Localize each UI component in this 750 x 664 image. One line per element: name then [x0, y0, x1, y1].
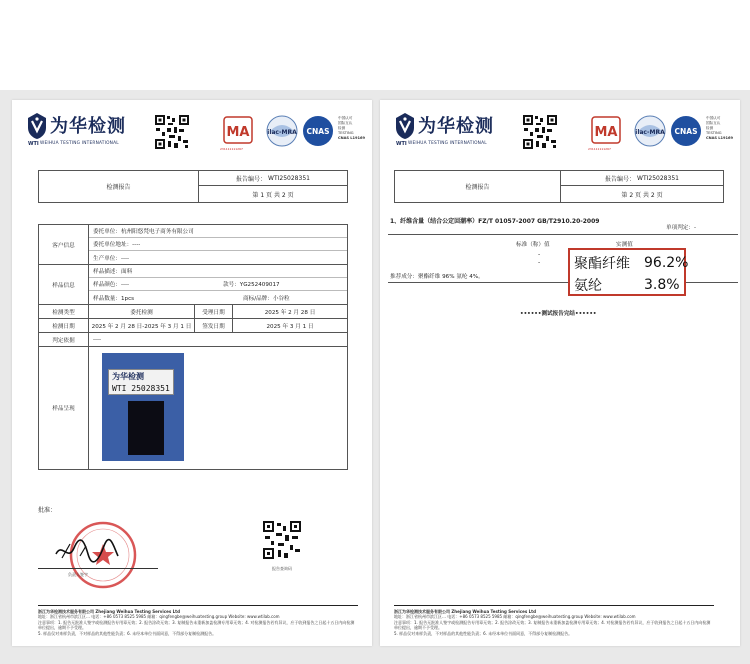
cnas-line: 国际互认	[338, 121, 353, 125]
test-type-value: 委托检测	[89, 305, 195, 318]
issue-date-label: 签发日期	[195, 319, 233, 332]
footer-company: 浙江为华检测技术服务有限公司 Zhejiang Weihua Testing Services Ltd	[38, 608, 180, 614]
cnas-line: CNAS L19169	[706, 136, 734, 140]
sample-brand: 商标/品牌：小谷粒	[243, 295, 290, 302]
basis-value: ----	[93, 336, 102, 343]
report-number	[199, 171, 347, 186]
standard-value-header: 标准（称）值	[516, 242, 550, 248]
report-number-label: 报告编号：	[236, 175, 267, 183]
sample-qty: 样品数量：1pcs	[93, 295, 135, 302]
sample-color: 样品颜色：----	[93, 282, 130, 288]
test-type-caption: 检测类型	[39, 305, 89, 318]
footer-note-1: 注意事项：1. 报告无批准人签字或检测报告专用章无效；2. 报告涂改无效；3. 复制报告未重新加盖检测专用章无效；4. 对检测报告若有异议，应于收到报告之日起十五日内向检测单位提出，逾期不予受理。	[394, 619, 711, 631]
signature-caption: 负责人签字	[68, 572, 88, 577]
client-producer: 生产单位：----	[93, 255, 130, 262]
cma-caption: 231111111267	[220, 147, 243, 151]
logo-emblem-icon	[394, 112, 416, 140]
test-date-row	[39, 319, 347, 333]
report-page-1	[12, 100, 372, 646]
report-type-label: 检测报告	[39, 171, 199, 202]
footer-company: 浙江为华检测技术服务有限公司 Zhejiang Weihua Testing Services Ltd	[394, 608, 536, 614]
logo-abbr: WTI	[396, 141, 407, 147]
cnas-line: 检测	[706, 126, 714, 130]
fiber-name: 聚酯纤维	[574, 256, 630, 272]
sample-info-caption: 样品信息	[39, 265, 89, 304]
cnas-line: 中国认可	[706, 116, 721, 120]
fiber-value: 96.2%	[644, 255, 689, 271]
fiber-value: 3.8%	[644, 277, 680, 293]
report-number-value: WTI25028351	[637, 174, 679, 182]
measured-value-header: 实测值	[616, 242, 633, 248]
cma-label: MA	[594, 125, 618, 140]
report-footer	[38, 605, 358, 636]
cnas-line: 国际互认	[706, 121, 721, 125]
logo-name-cn: 为华检测	[418, 116, 494, 137]
logo-emblem-icon	[26, 112, 48, 140]
cnas-label: CNAS	[674, 127, 698, 136]
sample-desc: 样品描述：面料	[89, 265, 347, 278]
report-footer	[394, 605, 714, 636]
client-company: 委托单位：杭州阳悠梵电子商务有限公司	[89, 225, 347, 238]
sample-tag-id: WTI 25028351	[112, 384, 170, 393]
basis-caption: 判定依据	[39, 333, 89, 346]
cnas-line: TESTING	[706, 131, 722, 135]
cnas-line: CNAS L19169	[338, 136, 366, 140]
cnas-accreditation-text	[338, 116, 378, 141]
sample-style: 款号：YG252409017	[223, 282, 280, 288]
footer-contact: 地址：浙江省杭州市滨江区… 电话：+86 0573 8525 5985 邮箱：qingfengbe@weihuatesting.group Website: www.wtilab.com	[38, 614, 280, 620]
sample-qty-row	[89, 291, 347, 304]
cnas-cert-icon	[302, 115, 334, 147]
report-qr-code-icon	[522, 114, 558, 150]
result-row-spandex	[574, 275, 680, 295]
cma-cert-icon	[222, 115, 254, 147]
sample-photo-caption: 样品呈现	[39, 347, 89, 469]
report-qr-code-icon	[154, 114, 190, 150]
test-date-value: 2025 年 2 月 28 日-2025 年 3 月 1 日	[89, 319, 195, 332]
single-item-judgement: 单项判定：-	[666, 225, 696, 231]
receive-date-value: 2025 年 2 月 28 日	[264, 309, 316, 316]
cnas-accreditation-text	[706, 116, 746, 141]
signature-line	[38, 568, 158, 569]
report-number-value: WTI25028351	[268, 174, 310, 182]
footer-note-2: 5. 样品仅对来样负责，不对样品的其他性能负责；6. 未经本单位书面同意，不得部分复制检测报告。	[38, 630, 217, 636]
cnas-label: CNAS	[306, 127, 330, 136]
receive-date-label: 受理日期	[195, 305, 233, 318]
ilac-mra-cert-icon	[266, 115, 298, 147]
company-logo	[26, 112, 138, 150]
report-type-label: 检测报告	[395, 171, 561, 202]
page-indicator: 第 2 页 共 2 页	[621, 191, 663, 199]
report-info-table	[38, 224, 348, 470]
table-top-rule	[388, 234, 738, 235]
sample-color-row	[89, 278, 347, 291]
issue-date-value: 2025 年 3 月 1 日	[266, 323, 314, 330]
footer-note-2: 5. 样品仅对来样负责，不对样品的其他性能负责；6. 未经本单位书面同意，不得部分复制检测报告。	[394, 630, 573, 636]
page-indicator: 第 1 页 共 2 页	[252, 191, 294, 199]
verification-qr-code-icon	[262, 520, 302, 560]
logo-name-en: WEIHUA TESTING INTERNATIONAL	[40, 141, 119, 146]
ilac-label: ilac-MRA	[635, 129, 665, 136]
standard-value-1: -	[538, 251, 541, 258]
client-address: 委托单位地址：----	[89, 238, 347, 251]
report-number	[561, 171, 723, 186]
fabric-swatch	[128, 401, 164, 455]
ilac-mra-cert-icon	[634, 115, 666, 147]
report-header-bar	[394, 112, 734, 152]
logo-name-cn: 为华检测	[50, 116, 126, 137]
cma-label: MA	[226, 125, 250, 140]
logo-name-en: WEIHUA TESTING INTERNATIONAL	[408, 141, 487, 146]
footer-note-1: 注意事项：1. 报告无批准人签字或检测报告专用章无效；2. 报告涂改无效；3. 复制报告未重新加盖检测专用章无效；4. 对检测报告若有异议，应于收到报告之日起十五日内向检测单位提出，逾期不予受理。	[38, 619, 355, 631]
cnas-line: 检测	[338, 126, 346, 130]
fiber-content-section-title: 1、纤维含量（结合公定回潮率）FZ/T 01057-2007 GB/T2910.20-2009	[390, 218, 600, 225]
logo-abbr: WTI	[28, 141, 39, 147]
company-logo	[394, 112, 506, 150]
client-info-caption: 客户信息	[39, 225, 89, 264]
sample-tag	[108, 369, 174, 395]
report-page-2	[380, 100, 740, 646]
cnas-line: 中国认可	[338, 116, 353, 120]
fiber-name: 氨纶	[574, 278, 602, 294]
result-highlight-box	[568, 248, 689, 296]
basis-row	[39, 333, 347, 347]
cma-caption: 231111111267	[588, 147, 611, 151]
test-date-caption: 检测日期	[39, 319, 89, 332]
ilac-label: ilac-MRA	[267, 129, 297, 136]
cma-cert-icon	[590, 115, 622, 147]
recommended-composition: 推荐成分：聚酯纤维 96% 氨纶 4%。	[390, 274, 484, 280]
report-id-table	[394, 170, 724, 203]
footer-contact: 地址：浙江省杭州市滨江区… 电话：+86 0573 8525 5985 邮箱：qingfengbe@weihuatesting.group Website: www.wtilab.com	[394, 614, 636, 620]
qr-caption: 报告查询码	[272, 566, 292, 571]
sample-info-row	[39, 265, 347, 305]
approve-label: 批准：	[38, 507, 57, 514]
approver-signature	[52, 536, 122, 566]
report-number-label: 报告编号：	[605, 175, 636, 183]
client-info-row	[39, 225, 347, 265]
sample-photo-row	[39, 347, 347, 469]
standard-value-2: -	[538, 259, 541, 266]
report-header-bar	[26, 112, 366, 152]
sample-tag-brand: 为华检测	[112, 372, 144, 381]
cnas-cert-icon	[670, 115, 702, 147]
result-row-polyester	[574, 253, 688, 273]
sample-photo	[102, 353, 184, 461]
report-end-marker: ••••••测试报告完结••••••	[520, 311, 597, 317]
report-id-table	[38, 170, 348, 203]
test-type-row	[39, 305, 347, 319]
cnas-line: TESTING	[338, 131, 354, 135]
